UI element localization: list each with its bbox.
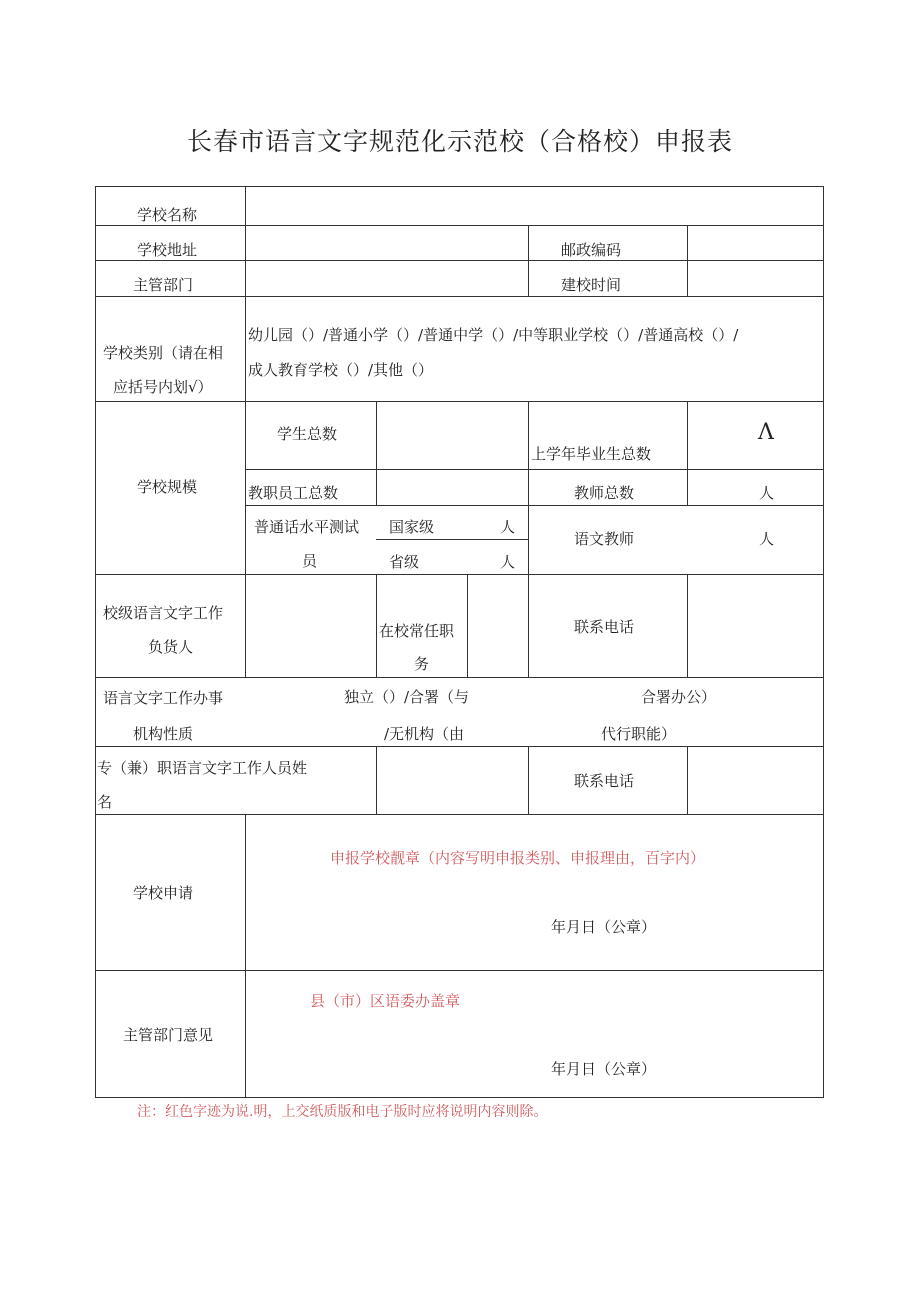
office-options-line1a: 独立（）/合署（与 [344, 688, 470, 706]
column-divider [245, 187, 246, 401]
label-total-students: 学生总数 [277, 425, 338, 443]
label-school-name: 学校名称 [137, 206, 198, 224]
form-title: 长春市语言文字规范化示范校（合格校）申报表 [186, 127, 733, 156]
label-postal-code: 邮政编码 [561, 241, 622, 259]
row-divider [96, 970, 823, 971]
office-options-line2b: 代行职能） [601, 725, 677, 743]
opinion-hint: 县（市）区语委办盖章 [310, 992, 461, 1010]
label-school-leader-line2: 负货人 [148, 638, 194, 656]
row-divider [96, 401, 823, 402]
national-unit: 人 [500, 518, 516, 536]
chinese-teachers-unit: 人 [759, 530, 775, 548]
row-divider [96, 574, 823, 575]
office-options-line2a: /无机构（由 [384, 725, 465, 743]
row-divider [245, 505, 823, 506]
label-school-scale: 学校规模 [137, 478, 198, 496]
provincial-unit: 人 [500, 553, 516, 571]
row-divider [96, 260, 823, 261]
row-divider [245, 469, 823, 470]
column-divider [376, 574, 377, 677]
label-graduates-last-year: 上学年毕业生总数 [531, 445, 652, 463]
row-divider [96, 814, 823, 815]
row-divider [376, 539, 528, 540]
label-school-address: 学校地址 [137, 241, 198, 259]
label-position-line1: 在校常任职 [379, 622, 455, 640]
column-divider [376, 401, 377, 505]
column-divider [245, 814, 246, 1097]
label-contact-phone: 联系电话 [574, 618, 635, 636]
column-divider [687, 401, 688, 505]
teachers-unit: 人 [759, 484, 775, 502]
column-divider [467, 574, 468, 677]
school-type-options-line1: 幼儿园（）/普通小学（）/普通中学（）/中等职业学校（）/普通高校（）/ [248, 326, 739, 344]
label-supervisor-opinion: 主管部门意见 [123, 1026, 214, 1044]
row-divider [96, 746, 823, 747]
label-total-teachers: 教师总数 [574, 484, 635, 502]
column-divider [687, 746, 688, 814]
row-divider [96, 225, 823, 226]
label-school-type-line2: 应括号内划√） [113, 378, 213, 396]
label-national-level: 国家级 [389, 518, 435, 536]
label-chinese-teachers: 语文教师 [574, 530, 635, 548]
column-divider [687, 225, 688, 296]
label-founding-time: 建校时间 [561, 276, 622, 294]
column-divider [528, 225, 529, 296]
label-contact-phone-2: 联系电话 [574, 772, 635, 790]
label-school-application: 学校申请 [133, 884, 194, 902]
label-position-line2: 务 [414, 655, 430, 673]
label-provincial-level: 省级 [389, 553, 420, 571]
school-type-options-line2: 成人教育学校（）/其他（） [248, 361, 434, 379]
label-office-line2: 机构性质 [133, 725, 194, 743]
application-hint: 申报学校靓章（内容写明申报类别、申报理由，百字内） [330, 849, 706, 867]
label-supervisor-dept: 主管部门 [133, 276, 194, 294]
label-office-line1: 语言文字工作办事 [103, 689, 224, 707]
column-divider [528, 746, 529, 814]
graduates-unit: Λ [758, 420, 774, 445]
label-putonghua-testers-line2: 员 [302, 552, 318, 570]
label-school-leader-line1: 校级语言文字工作 [103, 604, 224, 622]
column-divider [687, 574, 688, 677]
column-divider [376, 746, 377, 814]
date-seal-1: 年月日（公章） [551, 918, 657, 936]
label-staff-name-line1: 专（兼）职语言文字工作人员姓 [97, 759, 308, 777]
application-form-table [95, 186, 824, 1098]
row-divider [96, 677, 823, 678]
label-school-type-line1: 学校类别（请在相 [103, 344, 224, 362]
column-divider [245, 401, 246, 677]
column-divider [528, 574, 529, 677]
label-putonghua-testers-line1: 普通话水平测试 [254, 518, 360, 536]
date-seal-2: 年月日（公章） [551, 1060, 657, 1078]
label-staff-name-line2: 名 [97, 793, 113, 811]
column-divider [528, 401, 529, 574]
row-divider [96, 296, 823, 297]
label-total-staff: 教职员工总数 [248, 484, 339, 502]
footnote: 注：红色字迹为说.明，上交纸质版和电子版时应将说明内容则除。 [137, 1104, 548, 1120]
office-options-line1b: 合署办公） [641, 688, 717, 706]
